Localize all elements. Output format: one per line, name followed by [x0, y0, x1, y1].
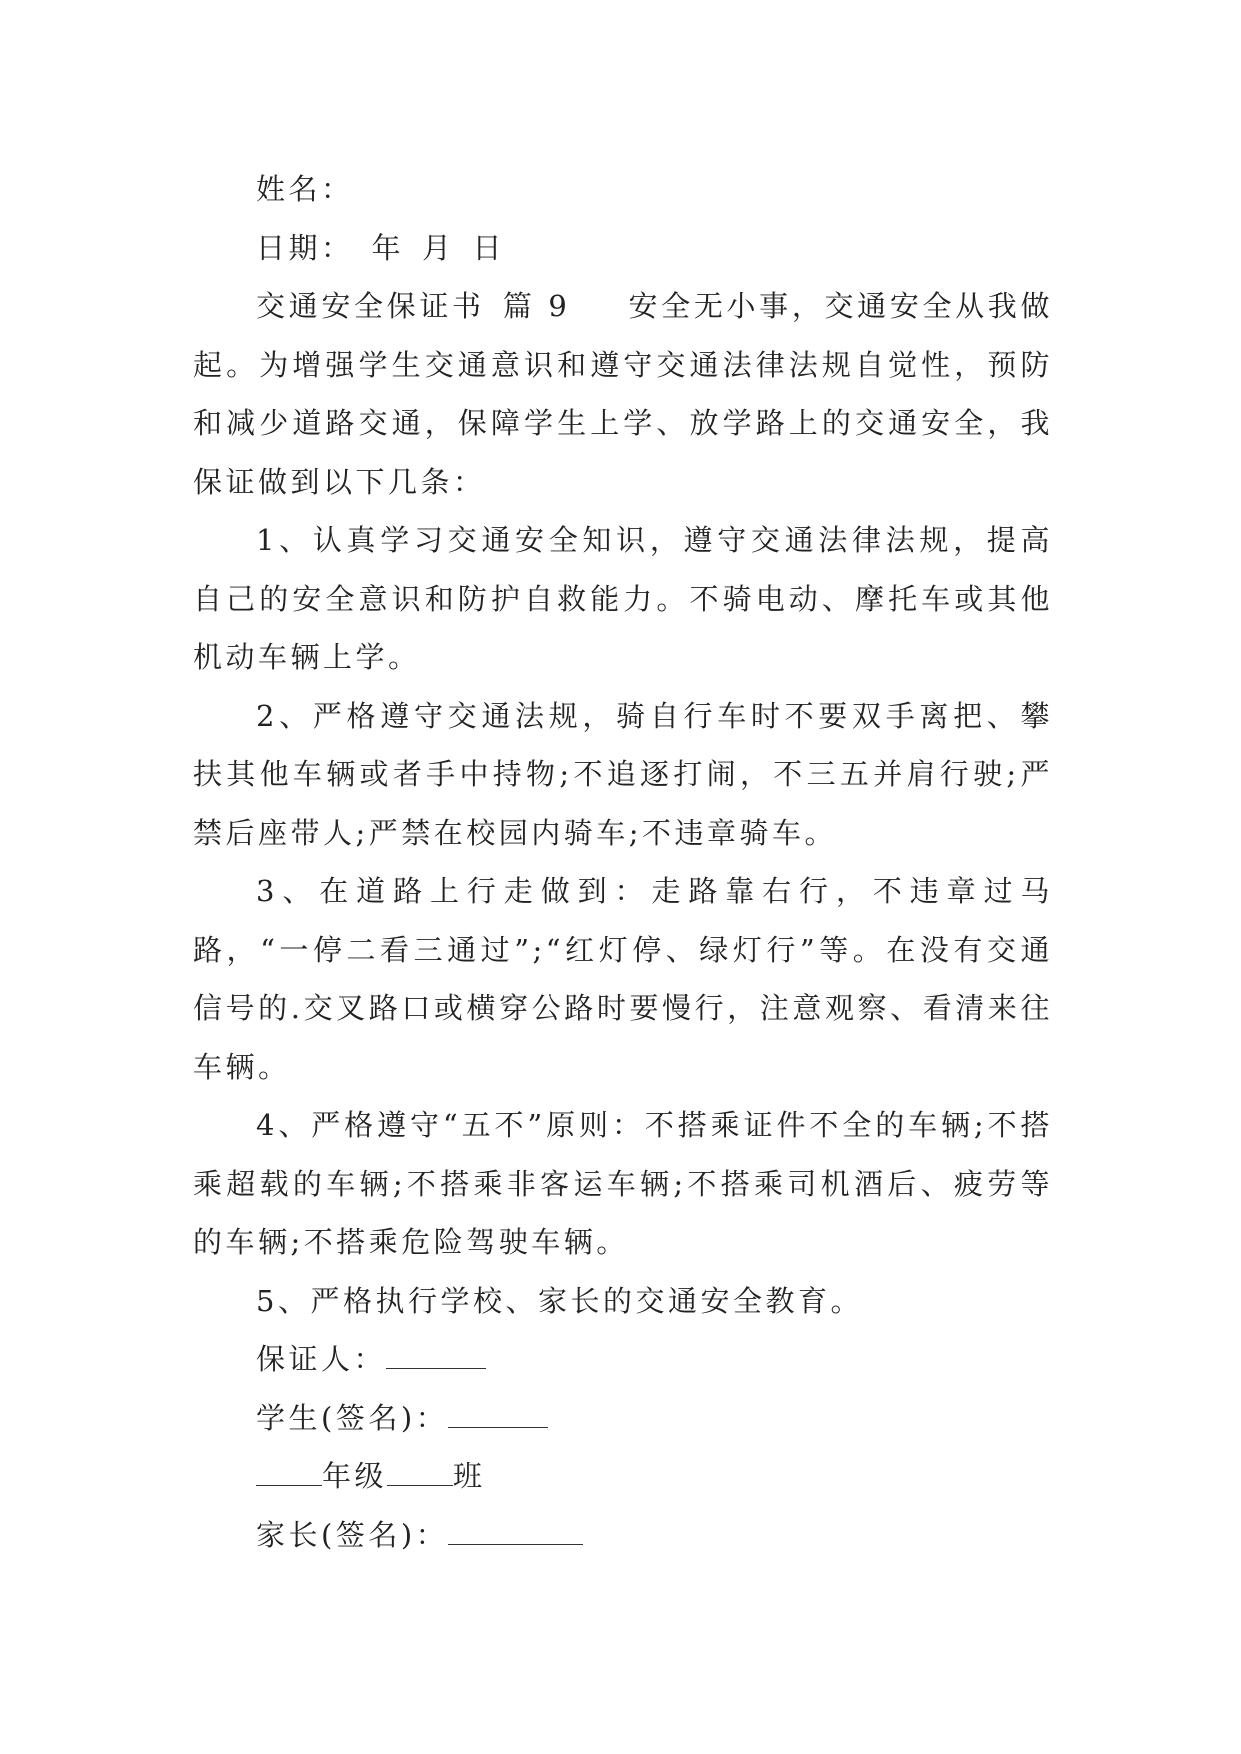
intro-text: 安全无小事，交通安全从我做起。为增强学生交通意识和遵守交通法律法规自觉性，预防和减少道路交通，保障学生上学、放学路上的交通安全，我保证做到以下几条： — [193, 289, 1053, 499]
item-4: 4、严格遵守“五不”原则：不搭乘证件不全的车辆;不搭乘超载的车辆;不搭乘非客运车辆;不搭乘司机酒后、疲劳等的车辆;不搭乘危险驾驶车辆。 — [193, 1108, 1053, 1259]
name-label: 姓名： — [256, 172, 354, 206]
parent-line — [193, 1506, 1053, 1565]
parent-signature-blank[interactable] — [448, 1520, 583, 1545]
student-line — [193, 1389, 1053, 1448]
parent-label: 家长(签名)： — [256, 1517, 449, 1552]
guarantor-label: 保证人： — [256, 1342, 387, 1376]
class-label: 班 — [453, 1459, 486, 1493]
document-page — [193, 160, 1053, 1564]
item-3: 3、在道路上行走做到：走路靠右行，不违章过马路，“一停二看三通过”;“红灯停、绿灯行”等。在没有交通信号的.交叉路口或横穿公路时要慢行，注意观察、看清来往车辆。 — [193, 874, 1053, 1084]
student-label: 学生(签名)： — [256, 1400, 449, 1435]
class-blank[interactable] — [387, 1461, 453, 1486]
section-title: 交通安全保证书 — [256, 289, 485, 323]
item-1: 1、认真学习交通安全知识，遵守交通法律法规，提高自己的安全意识和防护自救能力。不骑电动、摩托车或其他机动车辆上学。 — [193, 523, 1053, 674]
name-line — [193, 160, 1053, 219]
grade-label: 年级 — [322, 1459, 388, 1493]
date-day: 日 — [472, 230, 506, 265]
date-line — [193, 219, 1053, 278]
guarantor-line — [193, 1330, 1053, 1389]
intro-paragraph — [193, 277, 1053, 511]
item-2: 2、严格遵守交通法规，骑自行车时不要双手离把、攀扶其他车辆或者手中持物;不追逐打闹，不三五并肩行驶;严禁后座带人;严禁在校园内骑车;不违章骑车。 — [193, 698, 1053, 850]
grade-blank[interactable] — [256, 1461, 322, 1486]
guarantor-signature-blank[interactable] — [386, 1344, 486, 1369]
student-signature-blank[interactable] — [448, 1403, 548, 1428]
grade-class-line — [193, 1447, 1053, 1506]
date-year: 年 — [371, 230, 405, 265]
item-5: 5、严格执行学校、家长的交通安全教育。 — [256, 1283, 863, 1318]
date-month: 月 — [422, 230, 455, 265]
section-chapter: 篇 9 — [502, 289, 571, 323]
date-label: 日期： — [256, 230, 354, 265]
